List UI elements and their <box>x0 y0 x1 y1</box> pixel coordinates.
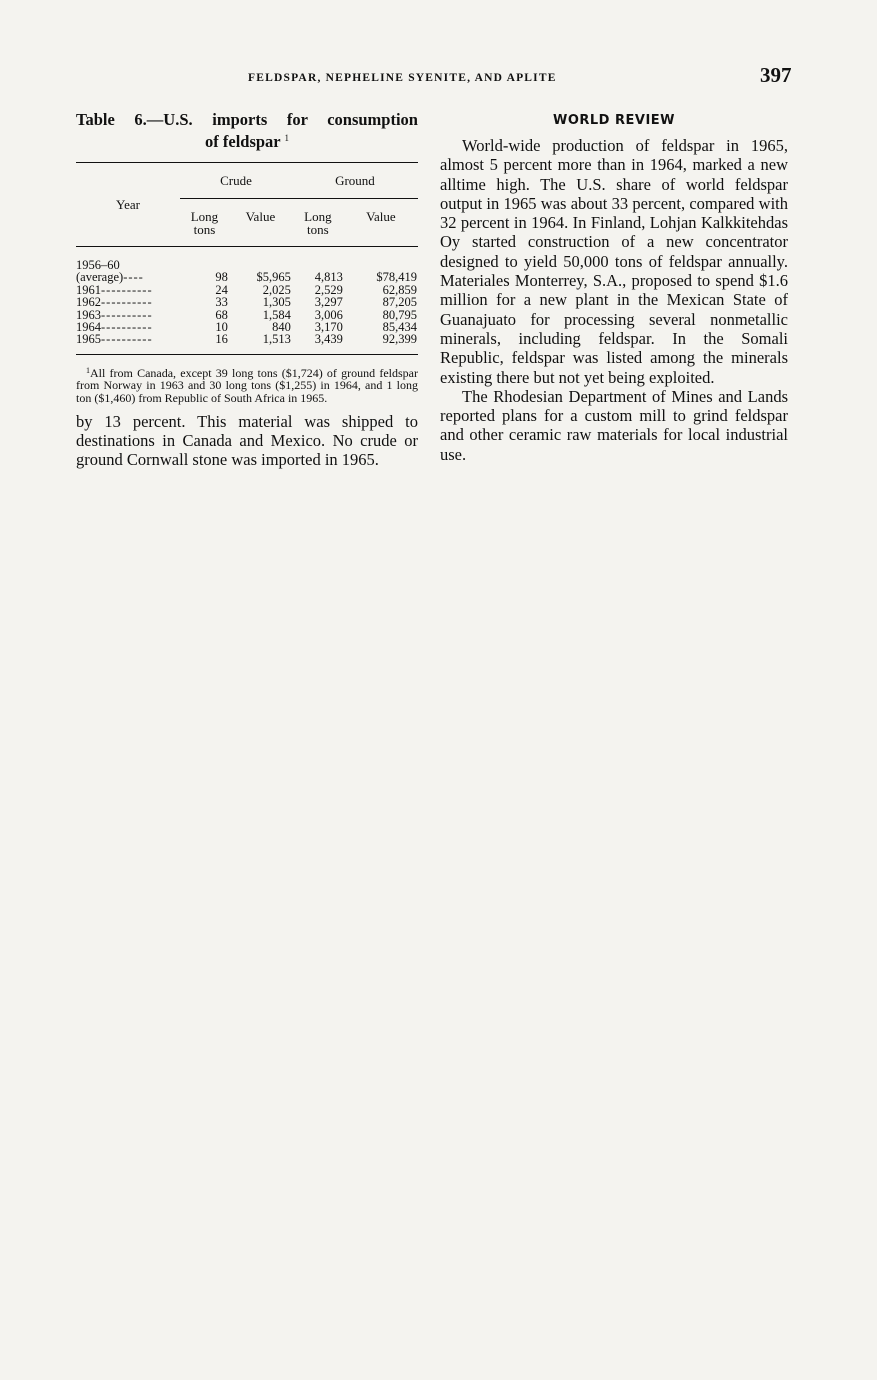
cell-ground-value: 85,434 <box>382 320 417 335</box>
running-head: FELDSPAR, NEPHELINE SYENITE, AND APLITE <box>248 72 557 84</box>
cell-ground-value: 62,859 <box>382 282 417 297</box>
header-tons-label: tons <box>193 222 216 237</box>
leader-dots: ---- <box>123 270 144 285</box>
cell-ground-value: $78,419 <box>376 270 417 285</box>
table-title <box>76 110 418 151</box>
cell-crude-tons: 98 <box>215 270 228 285</box>
cell-ground-tons: 4,813 <box>314 270 343 285</box>
cell-ground-tons: 3,439 <box>314 332 343 347</box>
cell-crude-value: 1,305 <box>262 295 291 310</box>
year-label: 1963 <box>76 307 101 322</box>
cell-crude-tons: 68 <box>215 307 228 322</box>
cell-crude-value: 2,025 <box>262 282 291 297</box>
left-paragraph: by 13 percent. This material was shipped to destinations in Canada and Mexico. No crude or ground Cornwall stone was imported in 1965. <box>76 411 418 470</box>
table-footnote <box>76 365 418 405</box>
leader-dots: ---------- <box>101 332 153 347</box>
cell-crude-value: $5,965 <box>256 270 291 285</box>
cell-ground-value <box>344 247 418 272</box>
cell-crude-tons <box>180 247 229 272</box>
cell-ground-value: 80,795 <box>382 307 417 322</box>
year-label: 1964 <box>76 320 101 335</box>
header-ground-long-tons <box>292 199 344 247</box>
leader-dots: ---------- <box>101 295 153 310</box>
cell-ground-tons: 3,006 <box>314 307 343 322</box>
imports-table <box>76 162 418 355</box>
cell-year: 1956–60 <box>76 258 120 272</box>
header-tons-label: tons <box>307 222 329 237</box>
world-review-paragraph-1: World-wide production of feldspar in 1965, almost 5 percent more than in 1964, marked a new alltime high. The U.S. share of world feldspar output in 1965 was about 33 percent, compared with 32 percent in 1964. In Finland, Lohjan Kalkkitehdas Oy started construction of a new concentrator designed to yield 50,000 tons of feldspar annually. Materiales Monterrey, S.A., proposed to spend $1.6 million for a new plant in the Mexican State of Guanajuato for processing several nonmetallic minerals, including feldspar. In the Somali Republic, feldspar was listed among the minerals existing there but not yet being exploited. <box>440 136 788 387</box>
cell-crude-tons: 10 <box>215 320 228 335</box>
footnote-marker: 1 <box>86 365 90 375</box>
cell-crude-value <box>229 247 292 272</box>
header-crude-value: Value <box>245 209 276 224</box>
footnote-text: All from Canada, except 39 long tons ($1,724) of ground feldspar from Norway in 1963 and 30 long tons ($1,255) in 1964, and 1 long ton ($1,460) from Republic of South Africa in 1965. <box>76 365 418 406</box>
cell-crude-value: 840 <box>272 320 291 335</box>
cell-crude-value: 1,513 <box>262 332 291 347</box>
cell-crude-value: 1,584 <box>262 307 291 322</box>
cell-ground-tons: 2,529 <box>314 282 343 297</box>
year-label: (average) <box>76 270 124 285</box>
header-year: Year <box>76 163 180 247</box>
header-ground-value: Value <box>366 209 396 224</box>
year-label: 1962 <box>76 295 101 310</box>
table-row <box>76 333 418 354</box>
header-crude-long-tons <box>180 199 229 247</box>
table-title-line1: Table 6.—U.S. imports for consumption <box>76 110 418 129</box>
right-column <box>440 113 788 464</box>
year-label: 1965 <box>76 332 101 347</box>
cell-ground-tons: 3,170 <box>314 320 343 335</box>
cell-ground-tons <box>292 247 344 272</box>
table-title-line2: of feldspar <box>205 132 281 151</box>
leader-dots: ---------- <box>101 282 153 297</box>
page-number: 397 <box>760 63 792 87</box>
header-crude: Crude <box>180 163 292 199</box>
leader-dots: ---------- <box>101 320 153 335</box>
header-long-label: Long <box>190 209 219 224</box>
header-long-label: Long <box>304 209 332 224</box>
cell-crude-tons: 16 <box>215 332 228 347</box>
cell-ground-value: 92,399 <box>382 332 417 347</box>
cell-year <box>76 333 180 354</box>
world-review-paragraph-2: The Rhodesian Department of Mines and Lands reported plans for a custom mill to grind feldspar and other ceramic raw materials for local industrial use. <box>440 386 788 464</box>
cell-crude-tons: 33 <box>215 295 228 310</box>
table-row <box>76 247 418 272</box>
header-ground: Ground <box>292 163 418 199</box>
leader-dots: ---------- <box>101 307 153 322</box>
cell-ground-tons: 3,297 <box>314 295 343 310</box>
table-title-footnote-marker: 1 <box>284 133 289 143</box>
cell-crude-tons: 24 <box>215 282 228 297</box>
year-label: 1961 <box>76 282 101 297</box>
cell-ground-value: 87,205 <box>382 295 417 310</box>
left-column <box>76 110 418 470</box>
section-heading-world-review: WORLD REVIEW <box>552 113 675 128</box>
